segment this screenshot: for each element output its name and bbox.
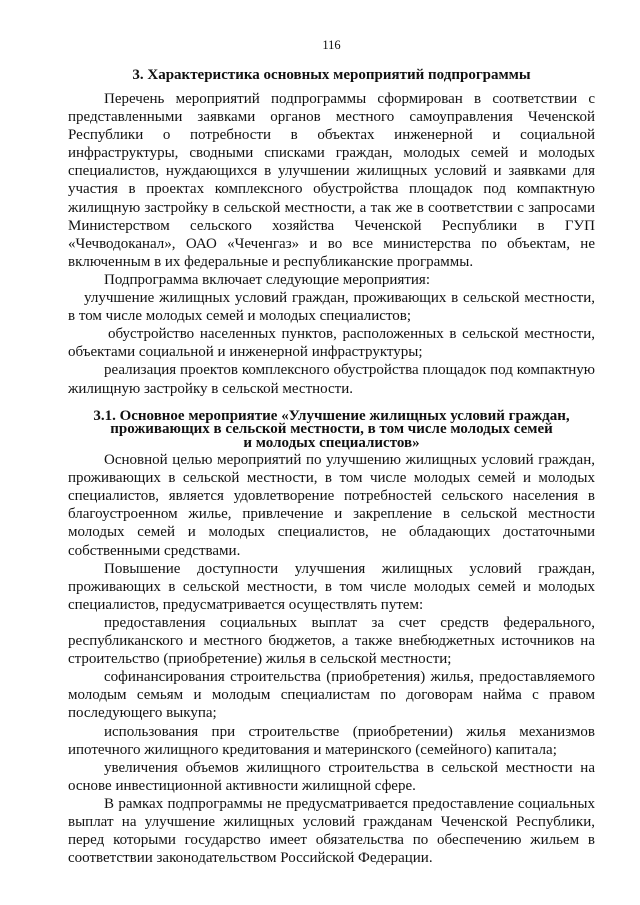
section-paragraph-2: Подпрограмма включает следующие мероприятия: <box>104 271 430 288</box>
subsection-title-line-3: и молодых специалистов» <box>243 434 420 451</box>
subsection-paragraph-1: Основной целью мероприятий по улучшению жилищных условий граждан, проживающих в сельской местности, в том числе молодых семей и молодых специалистов, является удовлетворение потребностей сельского населения в благоустроенном жилье, привлечение и закрепление в сельской местности молодых семей и молодых специалистов, не обладающих достаточными собственными средствами. <box>68 452 595 559</box>
subsection-title-line-1: 3.1. Основное мероприятие «Улучшение жилищных условий граждан, <box>93 407 570 424</box>
section-list-item-3: реализация проектов комплексного обустройства площадок под компактную жилищную застройку в сельской местности. <box>68 362 595 397</box>
section-paragraph-1: Перечень мероприятий подпрограммы сформирован в соответствии с представленными заявками органов местного самоуправления Чеченской Республики о потребности в объектах инженерной и социальной инфраструктуры, сводными списками граждан, молодых семей и молодых специалистов, нуждающихся в улучшении жилищных условий и заявками для участия в проектах комплексного обустройства площадок под компактную жилищную застройку в сельской местности, а так же в соответствии с запросами Министерством сельского хозяйства Чеченской Республики в ГУП «Чечводоканал», ОАО «Чеченгаз» и во все министерства по объектам, не включенным в их федеральные и республиканские программы. <box>68 91 595 270</box>
subsection-paragraph-2: Повышение доступности улучшения жилищных условий граждан, проживающих в сельской местности, в том числе молодых семей и молодых специалистов, предусматривается осуществлять путем: <box>68 560 595 613</box>
section-list-item-2: обустройство населенных пунктов, расположенных в сельской местности, объектами социальной и инженерной инфраструктуры; <box>68 326 595 361</box>
subsection-list-item-2: софинансирования строительства (приобретения) жилья, предоставляемого молодым семьям и молодым специалистам по договорам найма с правом последующего выкупа; <box>68 669 595 722</box>
subsection-paragraph-3: В рамках подпрограммы не предусматривается предоставление социальных выплат на улучшение жилищных условий гражданам Чеченской Республики, перед которыми государство имеет обязательства по обеспечению жильем в соответствии законодательством Российской Федерации. <box>68 795 595 867</box>
section-title: 3. Характеристика основных мероприятий подпрограммы <box>132 67 531 83</box>
section-list-item-1: улучшение жилищных условий граждан, проживающих в сельской местности, в том числе молодых семей и молодых специалистов; <box>68 290 595 325</box>
document-page <box>68 38 595 867</box>
subsection-title-line-2: проживающих в сельской местности, в том числе молодых семей <box>110 421 553 438</box>
subsection-list-item-3: использования при строительстве (приобретении) жилья механизмов ипотечного жилищного кредитования и материнского (семейного) капитала; <box>68 723 595 758</box>
subsection-list-item-1: предоставления социальных выплат за счет средств федерального, республиканского и местного бюджетов, а также внебюджетных источников на строительство (приобретение) жилья в сельской местности; <box>68 614 595 668</box>
subsection-list-item-4: увеличения объемов жилищного строительства в сельской местности на основе инвестиционной активности жилищной сфере. <box>68 759 595 794</box>
subsection-title <box>68 407 595 451</box>
page-number: 116 <box>322 38 341 52</box>
